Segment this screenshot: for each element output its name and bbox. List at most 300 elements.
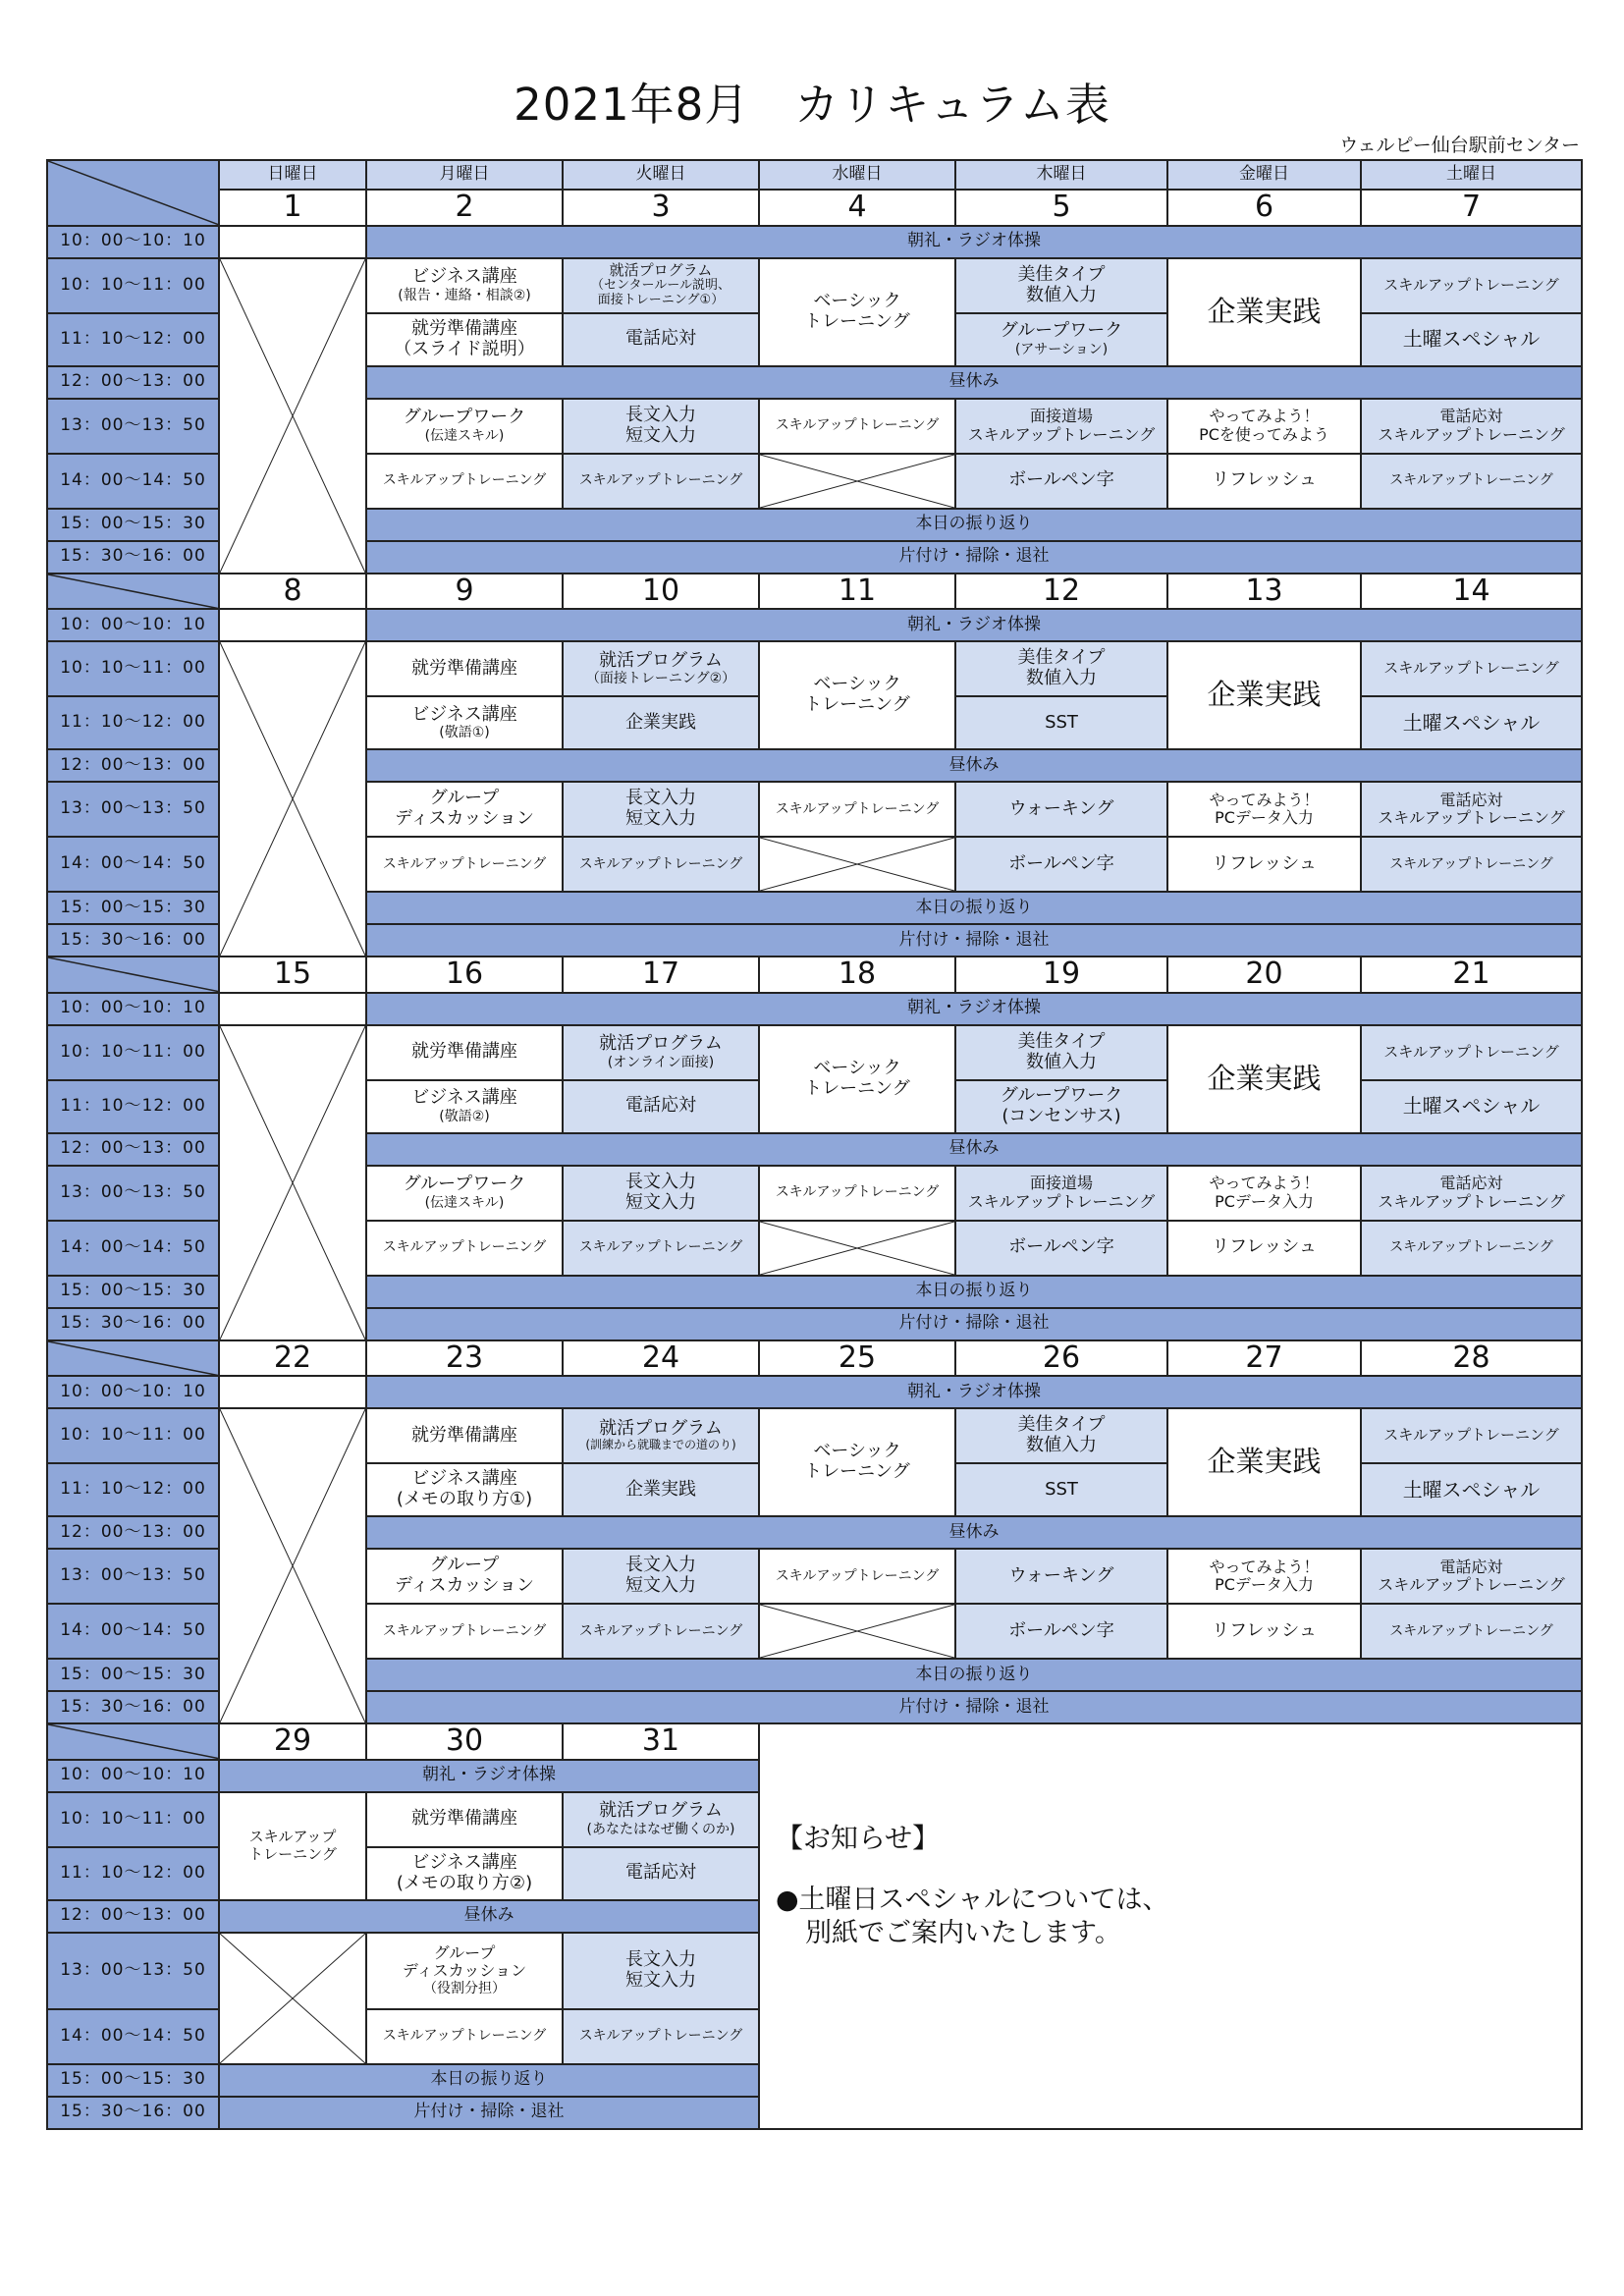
- date-number: [1361, 957, 1582, 993]
- cell-text: スキルアップトレーニング: [1389, 472, 1553, 489]
- date-number: [563, 574, 759, 610]
- thu-pm2: [955, 1221, 1167, 1276]
- cell-text: 企業実践: [1207, 678, 1322, 712]
- thu-am2: [955, 1080, 1167, 1133]
- time-slot: [47, 1221, 219, 1276]
- time-slot: [47, 2009, 219, 2064]
- time-label: 14：00～14：50: [60, 469, 206, 490]
- time-label: 13：00～13：50: [60, 1959, 206, 1980]
- cell-text: 企業実践: [625, 711, 696, 733]
- mon-pm2: [366, 1604, 563, 1659]
- wed-pm1: [759, 1166, 955, 1221]
- cell-text: PCデータ入力: [1215, 1575, 1314, 1594]
- fri-pm2: [1167, 837, 1361, 892]
- wed-pm1: [759, 782, 955, 837]
- time-slot: [47, 696, 219, 749]
- date-number: [563, 1340, 759, 1377]
- cell-text: リフレッシュ: [1212, 1236, 1317, 1258]
- date-number: [955, 190, 1167, 226]
- thu-pm1: [955, 399, 1167, 454]
- sat-am1: [1361, 1408, 1582, 1463]
- wed-am: [759, 1025, 955, 1133]
- thu-pm2: [955, 1604, 1167, 1659]
- time-slot: [47, 1691, 219, 1723]
- cell-text: 就活プログラム: [609, 260, 713, 279]
- thu-pm1: [955, 1549, 1167, 1604]
- time-label: 15：00～15：30: [60, 2069, 206, 2090]
- sunday-closed: [219, 1933, 366, 2064]
- cell-text: 電話応対: [625, 1095, 696, 1117]
- time-label: 15：00～15：30: [60, 897, 206, 917]
- cell-text: （スライド説明）: [394, 338, 535, 359]
- date-number: [563, 1723, 759, 1760]
- sat-pm1: [1361, 782, 1582, 837]
- fri-am: [1167, 641, 1361, 749]
- date-number: [219, 574, 366, 610]
- cell-text: (コンセンサス): [1001, 1105, 1121, 1126]
- cell-text: グループワーク: [1000, 1084, 1123, 1106]
- cell-text: 企業実践: [1207, 1061, 1322, 1095]
- cell-text: 朝礼・ラジオ体操: [422, 1765, 556, 1785]
- tue-am2: [563, 313, 759, 366]
- tue-pm1: [563, 1933, 759, 2009]
- thu-am2: [955, 1463, 1167, 1516]
- time-label: 12：00～13：00: [60, 371, 206, 392]
- time-slot: [47, 399, 219, 454]
- time-slot: [47, 1604, 219, 1659]
- cell-text: 片付け・掃除・退社: [898, 546, 1050, 567]
- time-label: 15：00～15：30: [60, 514, 206, 534]
- cell-text: スキルアップトレーニング: [1378, 424, 1565, 444]
- time-label: 11：10～12：00: [60, 712, 206, 733]
- time-slot: [47, 1166, 219, 1221]
- date-label: 8: [283, 573, 302, 608]
- cell-text: ビジネス講座: [411, 1087, 517, 1109]
- fri-pm2: [1167, 1221, 1361, 1276]
- cell-text: 長文入力: [625, 1948, 696, 1970]
- cell-text: スキルアップトレーニング: [578, 855, 743, 872]
- closed-cross-icon: [220, 1409, 365, 1722]
- date-label: 23: [445, 1339, 484, 1375]
- tue-am2: [563, 696, 759, 749]
- notice-heading: 【お知らせ】: [776, 1822, 941, 1854]
- time-slot: [47, 1659, 219, 1691]
- mon-am2: [366, 1847, 563, 1900]
- sat-am1: [1361, 1025, 1582, 1080]
- closed-cross-icon: [220, 642, 365, 956]
- date-label: 18: [838, 957, 877, 991]
- daily-review: [219, 2064, 759, 2097]
- time-slot: [47, 2097, 219, 2129]
- time-label: 11：10～12：00: [60, 328, 206, 349]
- sunday-closed: [219, 1408, 366, 1723]
- cell-text: 就活プログラム: [599, 1800, 723, 1822]
- cell-text: 数値入力: [1026, 284, 1097, 305]
- date-number: [955, 957, 1167, 993]
- lunch-break: [366, 366, 1582, 399]
- mon-am1: [366, 1792, 563, 1847]
- cell-text: リフレッシュ: [1212, 852, 1317, 874]
- cell-text: 就労準備講座: [411, 657, 517, 679]
- cell-text: (メモの取り方②): [396, 1872, 533, 1893]
- date-label: 16: [445, 957, 484, 991]
- closed-cross-icon: [760, 1605, 954, 1658]
- lunch-break: [366, 749, 1582, 782]
- tue-am1: [563, 1025, 759, 1080]
- time-label: 15：30～16：00: [60, 929, 206, 950]
- cell-text: 短文入力: [625, 1191, 696, 1213]
- header-diagonal-icon: [48, 957, 218, 992]
- date-number: [955, 1340, 1167, 1377]
- day-name: 木曜日: [1036, 164, 1087, 185]
- cell-text: 就労準備講座: [411, 1041, 517, 1063]
- cell-text: PCデータ入力: [1215, 1191, 1314, 1211]
- date-number: [1167, 574, 1361, 610]
- time-label: 12：00～13：00: [60, 1138, 206, 1159]
- table-row: [47, 1025, 1582, 1080]
- date-number: [1361, 574, 1582, 610]
- cell-text: 短文入力: [625, 1575, 696, 1596]
- time-label: 15：30～16：00: [60, 2102, 206, 2122]
- cell-text: スキルアップトレーニング: [578, 472, 743, 489]
- time-label: 13：00～13：50: [60, 1565, 206, 1586]
- tue-pm2: [563, 1604, 759, 1659]
- date-number: [759, 574, 955, 610]
- cell-text: 長文入力: [625, 788, 696, 809]
- date-label: 1: [283, 190, 302, 224]
- cell-text: 朝礼・ラジオ体操: [907, 998, 1041, 1018]
- cell-text: トレーニング: [804, 1077, 910, 1099]
- cell-text: （面接トレーニング②）: [585, 671, 736, 687]
- tue-am1: [563, 641, 759, 696]
- cell-text: 面接道場: [1029, 407, 1093, 426]
- time-slot: [47, 924, 219, 957]
- mon-pm1: [366, 782, 563, 837]
- mon-pm1: [366, 1166, 563, 1221]
- day-name: 金曜日: [1239, 164, 1289, 185]
- time-label: 10：10～11：00: [60, 274, 206, 295]
- cell-text: スキルアップトレーニング: [1378, 1575, 1565, 1594]
- mon-am2: [366, 696, 563, 749]
- date-label: 27: [1245, 1339, 1283, 1375]
- wed-am: [759, 258, 955, 366]
- cell-text: やってみよう！: [1209, 407, 1320, 426]
- morning-assembly: [219, 1760, 759, 1792]
- date-label: 21: [1452, 957, 1490, 991]
- time-slot: [47, 1025, 219, 1080]
- thu-pm1: [955, 1166, 1167, 1221]
- wed-pm2-closed: [759, 837, 955, 892]
- wed-am: [759, 641, 955, 749]
- time-label: 14：00～14：50: [60, 2025, 206, 2046]
- sat-pm1: [1361, 1166, 1582, 1221]
- cell-text: PCデータ入力: [1215, 808, 1314, 827]
- cleanup: [366, 924, 1582, 957]
- date-label: 17: [641, 957, 680, 991]
- time-slot: [47, 641, 219, 696]
- fri-pm2: [1167, 1604, 1361, 1659]
- table-row: [47, 641, 1582, 696]
- cell-text: スキルアップトレーニング: [1383, 1426, 1559, 1445]
- cell-text: 電話応対: [1439, 407, 1503, 426]
- cell-text: 昼休み: [463, 1905, 514, 1926]
- time-label: 14：00～14：50: [60, 1236, 206, 1257]
- cell-text: (あなたはなぜ働くのか): [586, 1821, 735, 1837]
- sat-am1: [1361, 258, 1582, 313]
- wed-pm1: [759, 399, 955, 454]
- fri-pm1: [1167, 399, 1361, 454]
- cell-text: ディスカッション: [402, 1961, 527, 1981]
- cell-text: 昼休み: [948, 1521, 1000, 1542]
- cleanup: [219, 2097, 759, 2129]
- mon-am1: [366, 641, 563, 696]
- table-row: [47, 609, 1582, 641]
- thu-am2: [955, 696, 1167, 749]
- cell-text: PCを使ってみよう: [1199, 424, 1329, 444]
- notice-line-1: ●土曜日スペシャルについては、: [776, 1885, 1169, 1915]
- cell-text: (敬語①): [439, 725, 490, 741]
- cell-text: (報告・連絡・相談②): [398, 287, 531, 303]
- header-diagonal-icon: [48, 1724, 218, 1759]
- time-slot: [47, 1080, 219, 1133]
- date-label: 28: [1452, 1339, 1490, 1375]
- cell-text: スキルアップトレーニング: [1389, 855, 1553, 872]
- sat-pm2: [1361, 1221, 1582, 1276]
- cell-text: 昼休み: [948, 371, 1000, 392]
- time-slot: [47, 509, 219, 541]
- cell-text: 電話応対: [1439, 1557, 1503, 1576]
- date-label: 15: [273, 957, 312, 991]
- cell-text: リフレッシュ: [1212, 1619, 1317, 1641]
- time-slot: [47, 2064, 219, 2097]
- cell-text: 電話応対: [1439, 790, 1503, 809]
- morning-assembly: [366, 226, 1582, 258]
- time-label: 10：10～11：00: [60, 658, 206, 679]
- thu-pm2: [955, 837, 1167, 892]
- time-label: 10：00～10：10: [60, 998, 206, 1018]
- cell-text: スキルアップトレーニング: [967, 424, 1156, 444]
- sunday-empty: [219, 1376, 366, 1408]
- date-number: [366, 1723, 563, 1760]
- date-label: 24: [641, 1339, 680, 1375]
- cell-text: (オンライン面接): [607, 1054, 715, 1070]
- cell-text: 長文入力: [625, 1555, 696, 1576]
- time-label: 10：00～10：10: [60, 1381, 206, 1401]
- date-number: [219, 957, 366, 993]
- mon-am1: [366, 1025, 563, 1080]
- cell-text: 美佳タイプ: [1017, 263, 1106, 285]
- time-slot: [47, 1847, 219, 1900]
- thu-pm1: [955, 782, 1167, 837]
- fri-pm1: [1167, 1166, 1361, 1221]
- cell-text: スキルアップトレーニング: [1378, 808, 1565, 827]
- cell-text: 電話応対: [625, 328, 696, 350]
- closed-cross-icon: [220, 259, 365, 573]
- cell-text: 短文入力: [625, 808, 696, 829]
- morning-assembly: [366, 1376, 1582, 1408]
- header-corner: [47, 1340, 219, 1377]
- date-number: [219, 1340, 366, 1377]
- fri-am: [1167, 1408, 1361, 1516]
- page-title: 2021年8月 カリキュラム表: [514, 79, 1110, 131]
- tue-am1: [563, 1408, 759, 1463]
- time-slot: [47, 609, 219, 641]
- header-corner: [47, 160, 219, 226]
- time-slot: [47, 258, 219, 313]
- day-header: [759, 160, 955, 190]
- date-number: [1361, 1340, 1582, 1377]
- cell-text: 数値入力: [1026, 1051, 1097, 1072]
- sat-am2: [1361, 696, 1582, 749]
- tue-pm1: [563, 1549, 759, 1604]
- cell-text: やってみよう！: [1209, 1557, 1320, 1576]
- cell-text: ボールペン字: [1008, 1236, 1114, 1258]
- date-number: [219, 1723, 366, 1760]
- cell-text: スキルアップトレーニング: [1383, 659, 1559, 678]
- cell-text: (メモの取り方①): [396, 1489, 533, 1509]
- cell-text: スキルアップトレーニング: [775, 1184, 940, 1201]
- time-slot: [47, 1276, 219, 1308]
- center-name: ウェルピー仙台駅前センター: [1339, 135, 1580, 156]
- day-header: [366, 160, 563, 190]
- cell-text: 本日の振り返り: [915, 1281, 1033, 1301]
- fri-pm2: [1167, 454, 1361, 509]
- date-label: 13: [1245, 573, 1283, 608]
- cell-text: スキルアップ: [248, 1828, 337, 1846]
- time-label: 11：10～12：00: [60, 1479, 206, 1500]
- time-label: 10：00～10：10: [60, 614, 206, 634]
- date-label: 30: [445, 1723, 484, 1758]
- time-slot: [47, 892, 219, 924]
- time-label: 14：00～14：50: [60, 1620, 206, 1641]
- tue-pm2: [563, 837, 759, 892]
- cell-text: ウォーキング: [1008, 1564, 1114, 1586]
- header-diagonal-icon: [48, 1341, 218, 1376]
- cell-text: スキルアップトレーニング: [775, 417, 940, 434]
- cell-text: ベーシック: [813, 674, 901, 695]
- fri-am: [1167, 1025, 1361, 1133]
- time-label: 15：30～16：00: [60, 1313, 206, 1334]
- cleanup: [366, 541, 1582, 574]
- cell-text: 就労準備講座: [411, 1424, 517, 1446]
- cell-text: ベーシック: [813, 290, 901, 311]
- sunday-closed: [219, 1025, 366, 1340]
- date-label: 5: [1052, 190, 1071, 224]
- date-number: [366, 957, 563, 993]
- daily-review: [366, 1659, 1582, 1691]
- time-slot: [47, 226, 219, 258]
- cell-text: 短文入力: [625, 424, 696, 446]
- cell-text: 土曜スペシャル: [1402, 710, 1541, 735]
- cell-text: 土曜スペシャル: [1402, 1094, 1541, 1118]
- tue-am2: [563, 1463, 759, 1516]
- date-number: [366, 1340, 563, 1377]
- time-label: 11：10～12：00: [60, 1095, 206, 1116]
- cell-text: 長文入力: [625, 1171, 696, 1192]
- cell-text: ディスカッション: [394, 1575, 535, 1596]
- wed-pm2-closed: [759, 454, 955, 509]
- cell-text: グループ: [433, 1943, 496, 1963]
- tue-pm1: [563, 1166, 759, 1221]
- header-diagonal-icon: [48, 574, 218, 609]
- cell-text: (訓練から就職までの道のり): [585, 1438, 736, 1452]
- cell-text: ベーシック: [813, 1057, 901, 1078]
- time-slot: [47, 749, 219, 782]
- cell-text: 企業実践: [1207, 294, 1322, 328]
- cell-text: 企業実践: [625, 1478, 696, 1500]
- cell-text: 就労準備講座: [411, 1808, 517, 1830]
- cell-text: スキルアップトレーニング: [382, 472, 547, 489]
- time-label: 12：00～13：00: [60, 754, 206, 775]
- thu-am1: [955, 1025, 1167, 1080]
- notice-box: [776, 1817, 1561, 1950]
- time-label: 15：30～16：00: [60, 1696, 206, 1717]
- cell-text: 就活プログラム: [599, 1417, 723, 1439]
- time-slot: [47, 993, 219, 1025]
- time-label: 12：00～13：00: [60, 1905, 206, 1926]
- time-label: 10：10～11：00: [60, 1808, 206, 1829]
- cell-text: スキルアップトレーニング: [382, 1622, 547, 1639]
- time-slot: [47, 1133, 219, 1166]
- time-slot: [47, 1516, 219, 1549]
- cell-text: SST: [1045, 1478, 1078, 1500]
- tue-pm2: [563, 1221, 759, 1276]
- cell-text: 数値入力: [1026, 1435, 1097, 1455]
- thu-am1: [955, 258, 1167, 313]
- day-header: [219, 160, 366, 190]
- time-label: 15：00～15：30: [60, 1664, 206, 1684]
- date-label: 20: [1245, 957, 1283, 991]
- cell-text: 長文入力: [625, 404, 696, 425]
- notice-body: [776, 1884, 1561, 1950]
- date-label: 12: [1042, 573, 1081, 608]
- cell-text: ボールペン字: [1008, 469, 1114, 491]
- time-slot: [47, 1549, 219, 1604]
- cell-text: やってみよう！: [1209, 1174, 1320, 1193]
- cell-text: 土曜スペシャル: [1402, 1477, 1541, 1502]
- date-label: 3: [651, 190, 671, 224]
- sunday-empty: [219, 226, 366, 258]
- cell-text: ビジネス講座: [411, 266, 517, 288]
- cell-text: 朝礼・ラジオ体操: [907, 231, 1041, 251]
- time-label: 15：30～16：00: [60, 546, 206, 567]
- time-slot: [47, 1376, 219, 1408]
- date-number: [366, 190, 563, 226]
- cell-text: スキルアップトレーニング: [1383, 1042, 1559, 1061]
- table-row: [47, 1408, 1582, 1463]
- tue-pm2: [563, 2009, 759, 2064]
- cell-text: スキルアップトレーニング: [382, 2028, 547, 2045]
- cell-text: 昼休み: [948, 1138, 1000, 1159]
- cell-text: スキルアップトレーニング: [1389, 1622, 1553, 1639]
- cell-text: スキルアップトレーニング: [382, 855, 547, 872]
- date-number: [366, 574, 563, 610]
- cell-text: スキルアップトレーニング: [1389, 1239, 1553, 1256]
- time-slot: [47, 1463, 219, 1516]
- closed-cross-icon: [220, 1934, 365, 2063]
- mon-pm2: [366, 1221, 563, 1276]
- mon-pm2: [366, 837, 563, 892]
- mon-pm1: [366, 1933, 563, 2009]
- closed-cross-icon: [760, 1222, 954, 1275]
- mon-am1: [366, 1408, 563, 1463]
- time-slot: [47, 1792, 219, 1847]
- sunday-closed: [219, 641, 366, 957]
- cell-text: 短文入力: [625, 1969, 696, 1991]
- thu-am1: [955, 641, 1167, 696]
- cell-text: スキルアップトレーニング: [1378, 1191, 1565, 1211]
- header-corner: [47, 574, 219, 610]
